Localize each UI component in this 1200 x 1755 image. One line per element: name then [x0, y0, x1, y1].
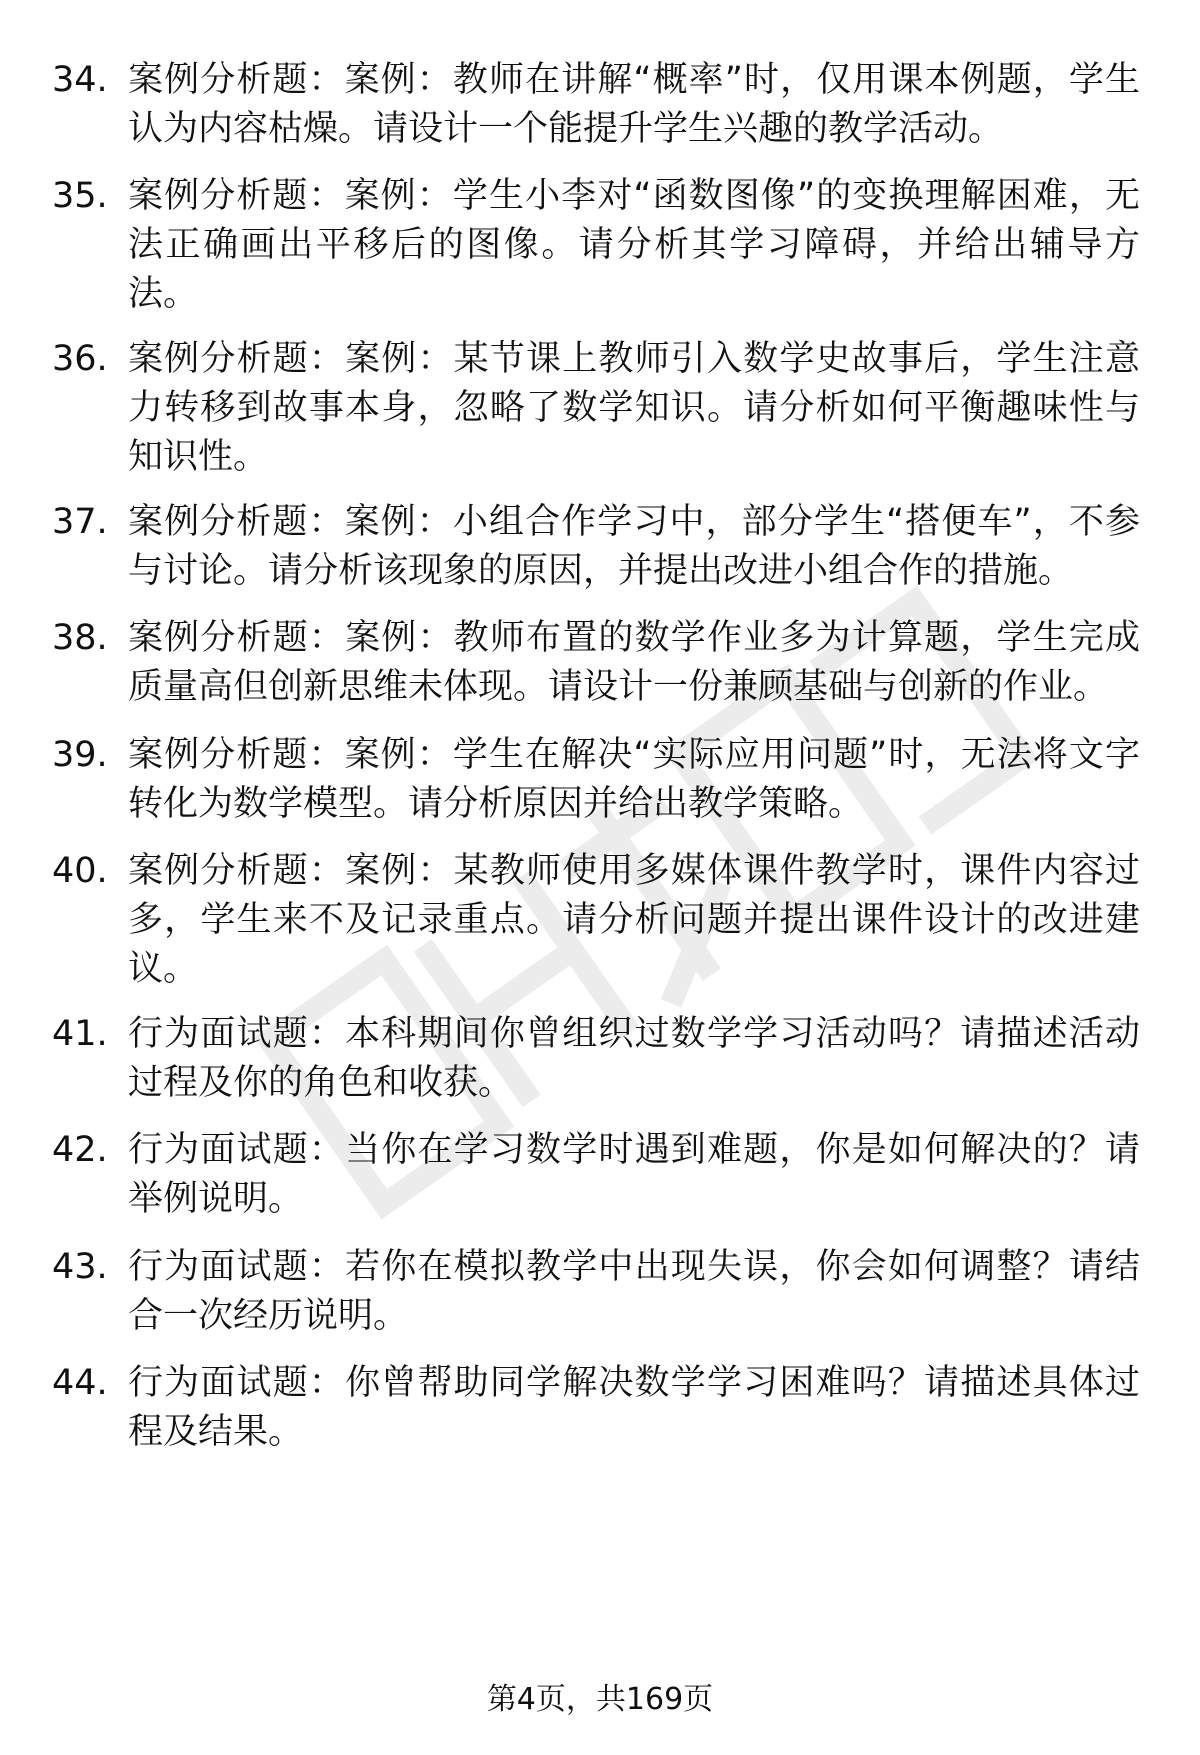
question-number: 40.	[52, 851, 108, 891]
question-number: 36.	[52, 339, 108, 379]
question-item	[52, 614, 1142, 712]
question-item	[52, 1010, 1142, 1108]
question-number: 43.	[52, 1247, 108, 1287]
question-text: 案例分析题：案例：学生在解决“实际应用问题”时，无法将文字转化为数学模型。请分析原因并给出教学策略。	[128, 735, 1140, 824]
question-number: 39.	[52, 735, 108, 775]
question-item	[52, 731, 1142, 829]
question-text: 案例分析题：案例：教师布置的数学作业多为计算题，学生完成质量高但创新思维未体现。请设计一份兼顾基础与创新的作业。	[128, 618, 1140, 707]
question-text: 行为面试题：当你在学习数学时遇到难题，你是如何解决的？请举例说明。	[128, 1130, 1140, 1219]
question-item	[52, 1243, 1142, 1341]
question-number: 41.	[52, 1014, 108, 1054]
question-number: 35.	[52, 176, 108, 216]
question-text: 行为面试题：你曾帮助同学解决数学学习困难吗？请描述具体过程及结果。	[128, 1363, 1140, 1452]
question-text: 案例分析题：案例：某教师使用多媒体课件教学时，课件内容过多，学生来不及记录重点。请分析问题并提出课件设计的改进建议。	[128, 851, 1140, 989]
question-number: 37.	[52, 502, 108, 542]
question-text: 行为面试题：若你在模拟教学中出现失误，你会如何调整？请结合一次经历说明。	[128, 1247, 1140, 1336]
question-item	[52, 172, 1142, 319]
question-text: 案例分析题：案例：某节课上教师引入数学史故事后，学生注意力转移到故事本身，忽略了数学知识。请分析如何平衡趣味性与知识性。	[128, 339, 1140, 477]
question-text: 行为面试题：本科期间你曾组织过数学学习活动吗？请描述活动过程及你的角色和收获。	[128, 1014, 1140, 1103]
question-number: 38.	[52, 618, 108, 658]
question-item	[52, 56, 1142, 154]
question-number: 34.	[52, 60, 108, 100]
question-number: 42.	[52, 1130, 108, 1170]
question-item	[52, 1359, 1142, 1457]
question-item	[52, 847, 1142, 994]
question-item	[52, 498, 1142, 596]
question-text: 案例分析题：案例：学生小李对“函数图像”的变换理解困难，无法正确画出平移后的图像。请分析其学习障碍，并给出辅导方法。	[128, 176, 1140, 314]
question-item	[52, 1126, 1142, 1224]
question-item	[52, 335, 1142, 482]
question-number: 44.	[52, 1363, 108, 1403]
page-number-label: 第4页，共169页	[486, 1682, 714, 1717]
question-text: 案例分析题：案例：小组合作学习中，部分学生“搭便车”，不参与讨论。请分析该现象的原因，并提出改进小组合作的措施。	[128, 502, 1140, 591]
page-footer	[0, 1680, 1200, 1720]
question-text: 案例分析题：案例：教师在讲解“概率”时，仅用课本例题，学生认为内容枯燥。请设计一个能提升学生兴趣的教学活动。	[128, 60, 1140, 149]
